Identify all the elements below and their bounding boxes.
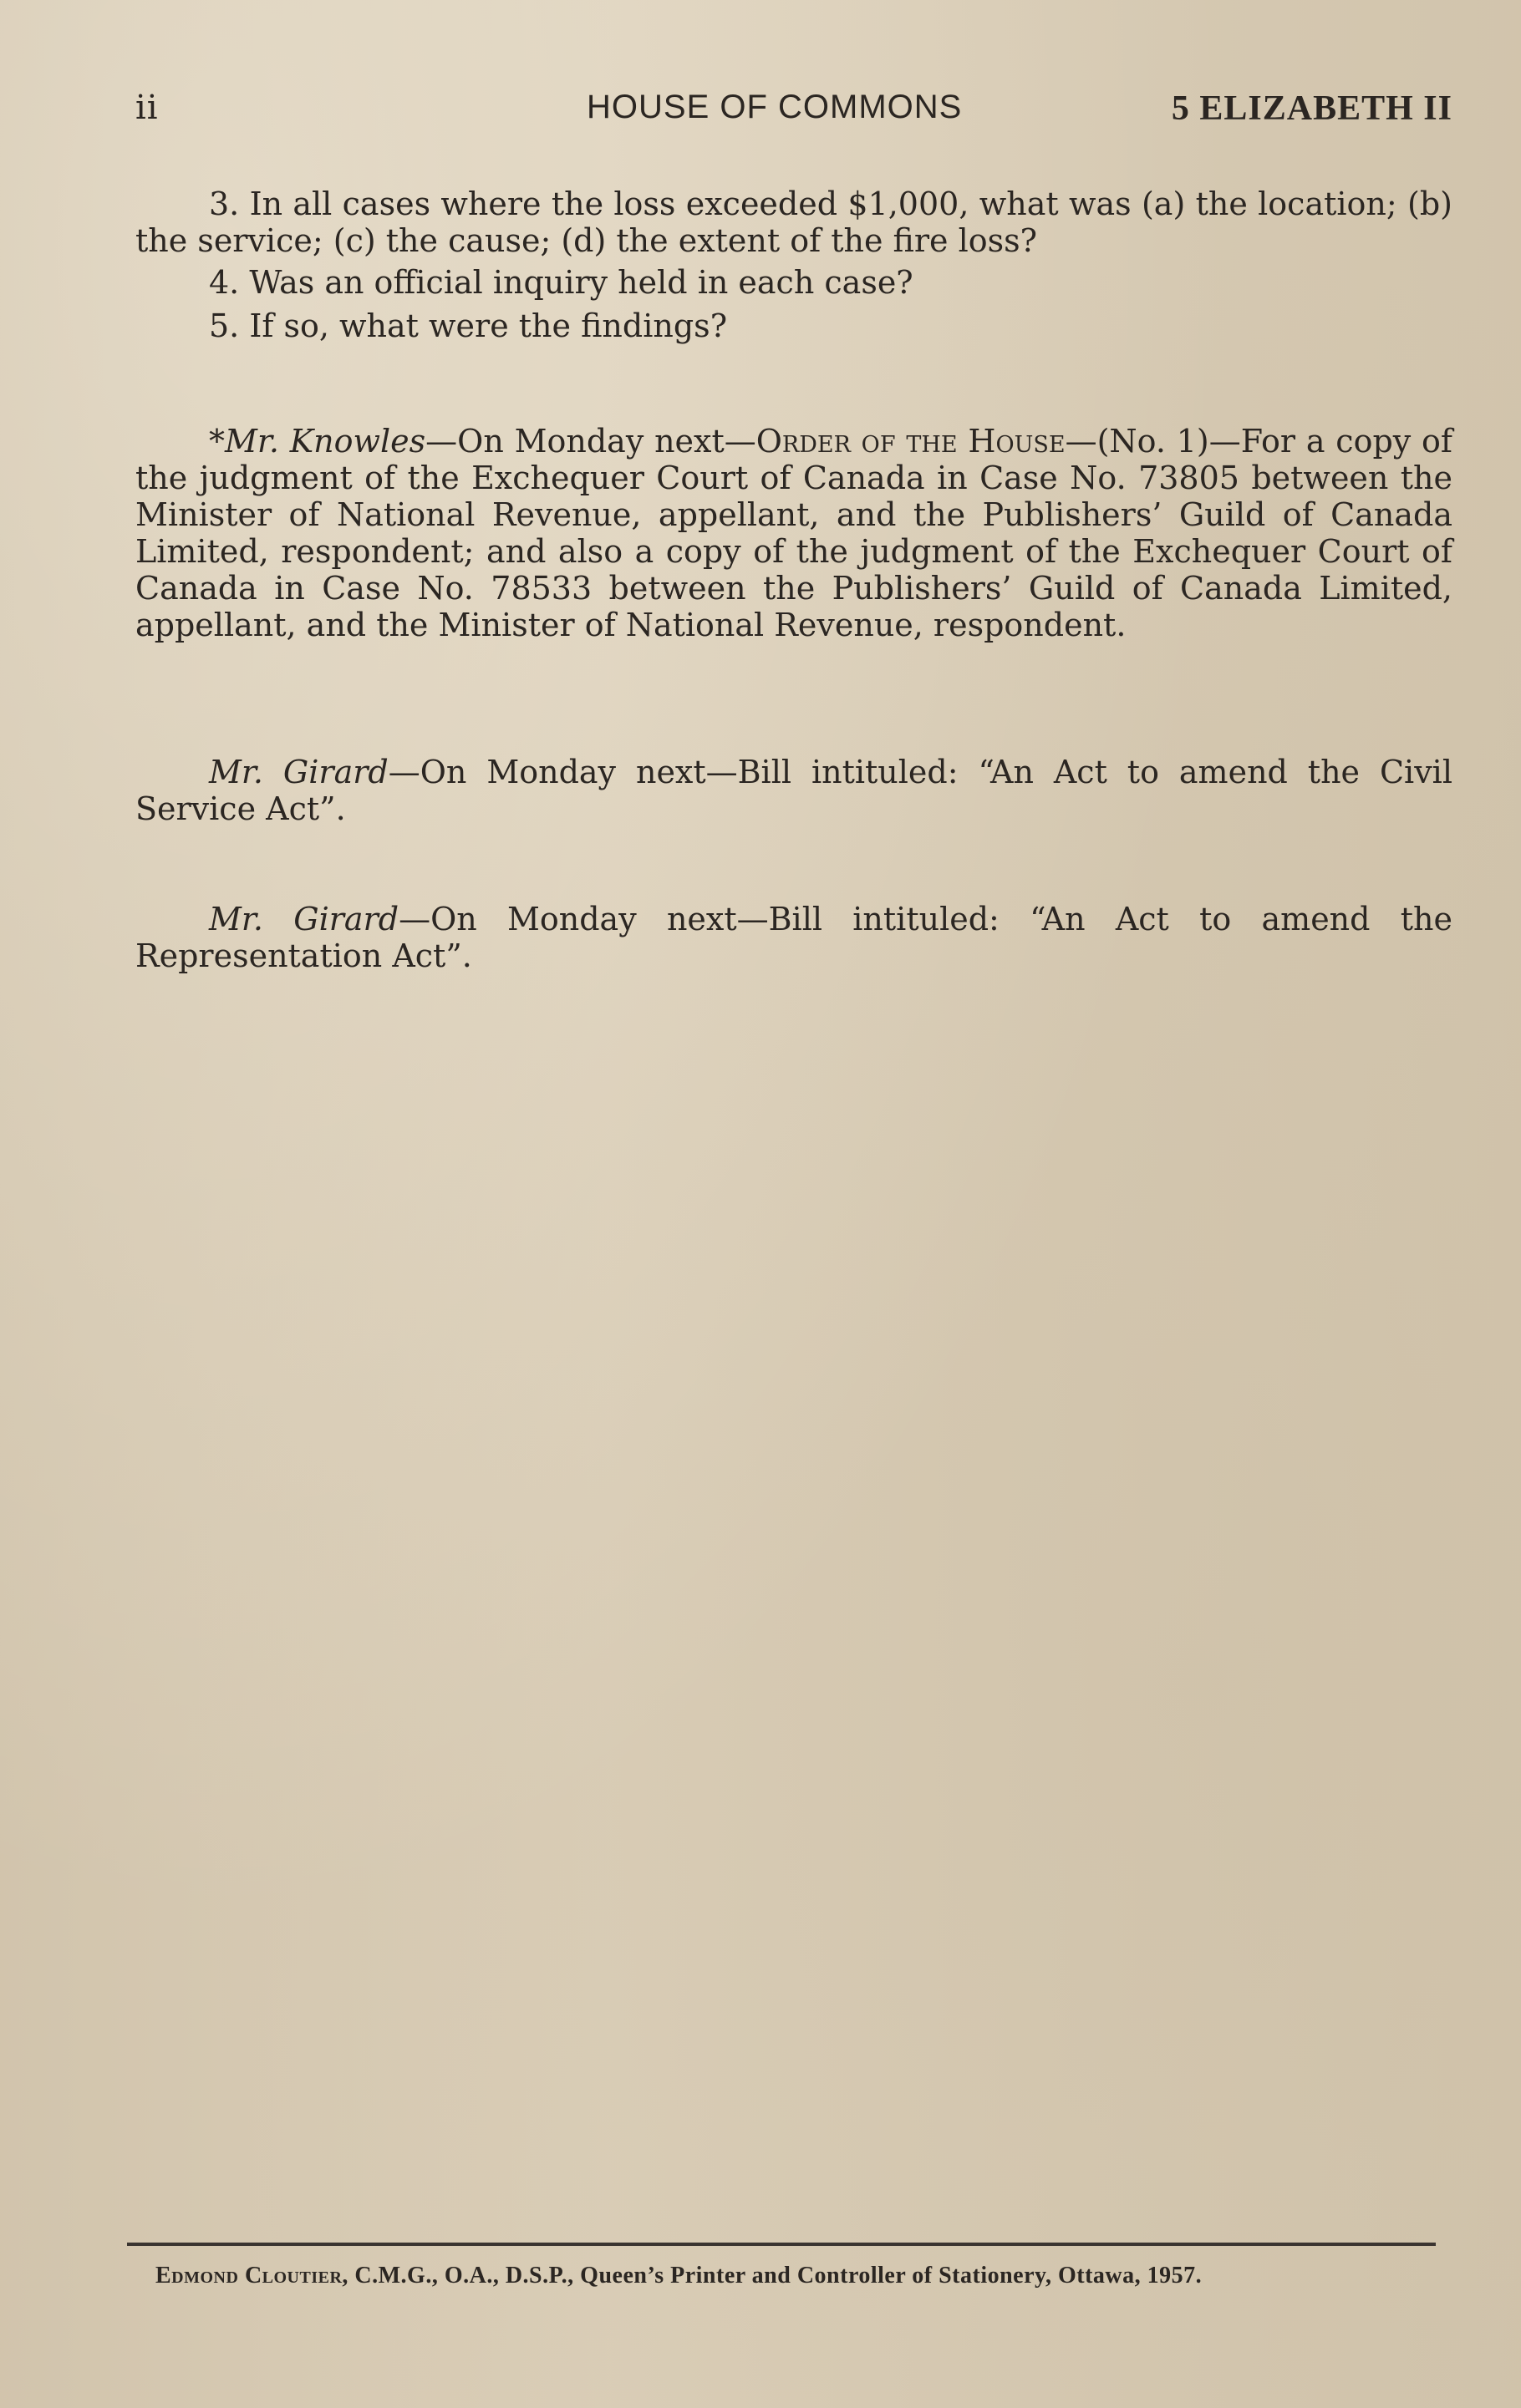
printer-name: Edmond Cloutier (155, 2263, 343, 2289)
notice-dash: —On Monday next— (425, 423, 756, 460)
running-title: HOUSE OF COMMONS (587, 89, 963, 125)
notice-paragraph (135, 901, 1452, 974)
question-3-line-1: 3. In all cases where the loss exceeded $1,000, what was (a) the location; (209, 185, 1397, 222)
notice-knowles (135, 423, 1452, 643)
notice-mover: Mr. Girard (209, 754, 389, 790)
footer-rule (127, 2243, 1436, 2246)
document-page (135, 0, 1452, 2408)
notice-paragraph (135, 423, 1452, 643)
notice-text: —On Monday next—Bill intituled: “An Act to amend the Civil Service Act”. (135, 754, 1452, 827)
notice-text: —On Monday next—Bill intituled: “An Act to amend the Representation Act”. (135, 901, 1452, 974)
notice-girard-representation (135, 901, 1452, 974)
notice-girard-civil-service (135, 754, 1452, 827)
session-label: 5 ELIZABETH II (1171, 89, 1452, 128)
questions-block (135, 185, 1452, 344)
question-4: 4. Was an official inquiry held in each case? (209, 264, 913, 301)
printer-imprint (155, 2263, 1434, 2289)
page-header (135, 89, 1452, 130)
notice-text: —(No. 1)—For a copy of the judgment of the Exchequer Court of Canada in Case No. 73805 between the Minister of National Revenue, appellant, and the Publishers’ Guild of Canada Limited, respondent; and also a copy of the judgment of the Exchequer Court of Canada in Case No. 78533 between the Publishers’ Guild of Canada Limited, appellant, and the Minister of National Revenue, respondent. (135, 423, 1452, 643)
order-of-the-house: Order of the House (755, 423, 1066, 460)
notice-paragraph (135, 754, 1452, 827)
question-3 (135, 185, 1452, 259)
question-5: 5. If so, what were the findings? (209, 307, 728, 344)
notice-mover: Mr. Girard (209, 901, 399, 937)
printer-details: , C.M.G., O.A., D.S.P., Queen’s Printer and Controller of Stationery, Ottawa, 1957. (342, 2263, 1203, 2289)
question-3-line-2: (b) the service; (c) the cause; (d) the extent of the fire loss? (135, 185, 1452, 259)
notice-mover: *Mr. Knowles (209, 423, 426, 460)
page-number: ii (135, 89, 159, 127)
